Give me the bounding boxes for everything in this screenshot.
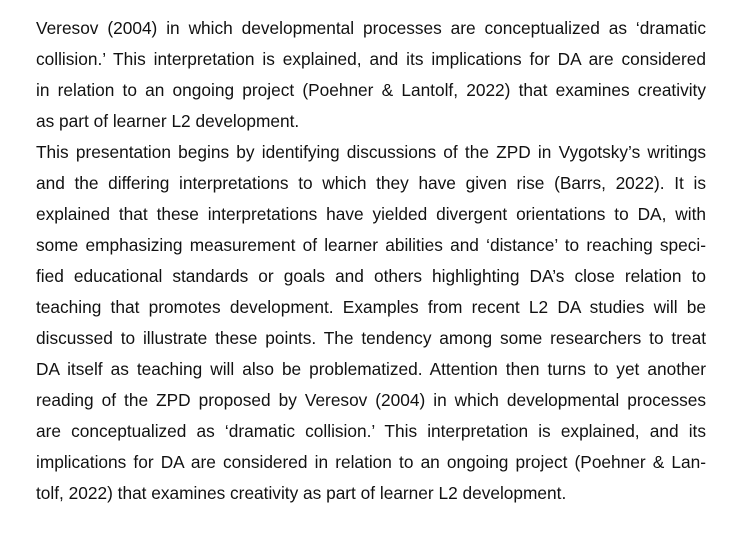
text-line: collision.’ This interpretation is explained, and its implications for DA are considered <box>36 49 706 69</box>
text-line: some emphasizing measurement of learner abilities and ‘distance’ to reaching speci- <box>36 235 706 255</box>
text-line: This presentation begins by identifying discussions of the ZPD in Vygotsky’s writings <box>36 142 706 162</box>
document-page <box>36 13 706 509</box>
paragraph-continuation <box>36 13 706 137</box>
text-line: reading of the ZPD proposed by Veresov (2004) in which developmental processes <box>36 390 706 410</box>
text-line: fied educational standards or goals and others highlighting DA’s close relation to <box>36 266 706 286</box>
text-line: implications for DA are considered in relation to an ongoing project (Poehner & Lan- <box>36 452 706 472</box>
text-line: DA itself as teaching will also be problematized. Attention then turns to yet another <box>36 359 706 379</box>
text-line: and the differing interpretations to which they have given rise (Barrs, 2022). It is <box>36 173 706 193</box>
text-line: in relation to an ongoing project (Poehner & Lantolf, 2022) that examines creativity <box>36 80 706 100</box>
text-line: Veresov (2004) in which developmental processes are conceptualized as ‘dramatic <box>36 18 706 38</box>
text-line: teaching that promotes development. Examples from recent L2 DA studies will be <box>36 297 706 317</box>
text-line: as part of learner L2 development. <box>36 111 300 131</box>
text-line: tolf, 2022) that examines creativity as part of learner L2 development. <box>36 483 567 503</box>
text-line: explained that these interpretations have yielded divergent orientations to DA, with <box>36 204 706 224</box>
text-line: discussed to illustrate these points. The tendency among some researchers to treat <box>36 328 706 348</box>
text-line: are conceptualized as ‘dramatic collision.’ This interpretation is explained, and its <box>36 421 706 441</box>
paragraph-presentation <box>36 137 706 509</box>
